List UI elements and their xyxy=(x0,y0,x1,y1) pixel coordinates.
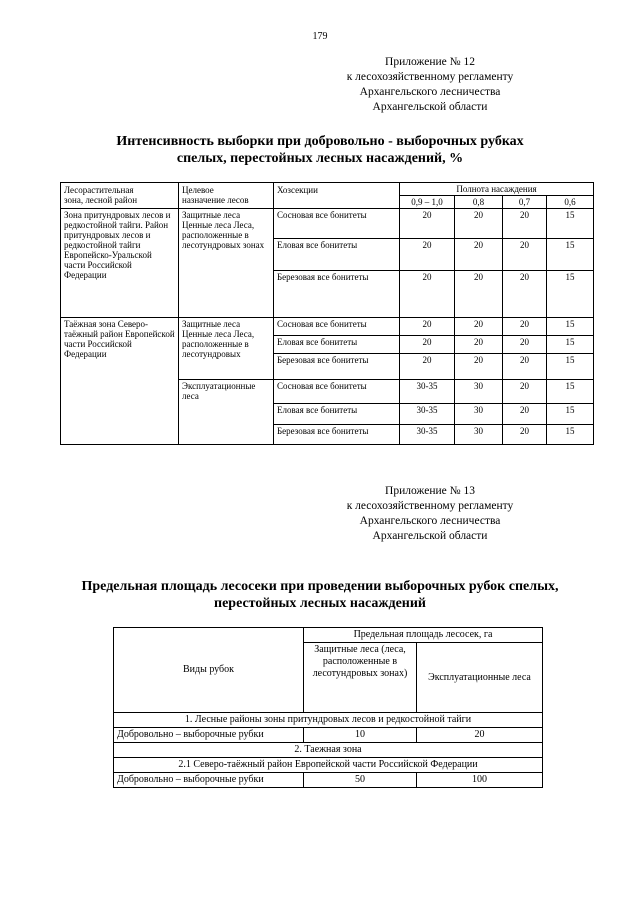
table-row xyxy=(114,773,543,788)
header-max-area: Предельная площадь лесосек, га xyxy=(304,628,543,643)
value-cell: 15 xyxy=(547,318,594,336)
value-cell: 20 xyxy=(503,380,547,404)
value-cell: 20 xyxy=(400,239,455,271)
value-cell: 15 xyxy=(547,354,594,380)
header-section: Хозсекции xyxy=(274,183,400,209)
value-cell: 20 xyxy=(503,318,547,336)
appendix-12-heading xyxy=(330,55,530,115)
appendix-12-line2: к лесохозяйственному регламенту xyxy=(346,71,514,83)
value-cell: 20 xyxy=(503,425,547,445)
zone-cell-2: Таёжная зона Северо-таёжный район Европейской части Российской Федерации xyxy=(61,318,179,445)
section-heading-1: 1. Лесные районы зоны притундровых лесов и редкостойной тайги xyxy=(114,713,543,728)
value-cell: 20 xyxy=(503,239,547,271)
value-cell: 20 xyxy=(455,271,503,318)
header-protective: Защитные леса (леса, расположенные в лесотундровых зонах) xyxy=(304,643,417,713)
exploitation-value: 100 xyxy=(417,773,543,788)
appendix-13-line4: Архангельской области xyxy=(372,530,488,542)
table1-title xyxy=(60,133,580,167)
appendix-12-line4: Архангельской области xyxy=(372,101,488,113)
section-cell: Березовая все бонитеты xyxy=(274,354,400,380)
page-number: 179 xyxy=(312,31,328,42)
value-cell: 15 xyxy=(547,336,594,354)
table-row xyxy=(61,209,594,239)
header-density-4: 0,6 xyxy=(547,196,594,209)
max-area-table xyxy=(113,627,543,788)
value-cell: 20 xyxy=(455,354,503,380)
value-cell: 30-35 xyxy=(400,404,455,425)
section-cell: Сосновая все бонитеты xyxy=(274,209,400,239)
table-row xyxy=(114,728,543,743)
value-cell: 15 xyxy=(547,271,594,318)
value-cell: 15 xyxy=(547,380,594,404)
appendix-12-line3: Архангельского лесничества xyxy=(359,86,501,98)
purpose-cell-1: Защитные леса Ценные леса Леса, расположенные в лесотундровых зонах xyxy=(179,209,274,318)
value-cell: 30 xyxy=(455,425,503,445)
appendix-13-line1: Приложение № 13 xyxy=(385,485,475,497)
value-cell: 20 xyxy=(503,404,547,425)
zone-cell-1: Зона притундровых лесов и редкостойной тайги. Район притундровых лесов и редкостойной тайги Европейско-Уральской части Российской Федерации xyxy=(61,209,179,318)
value-cell: 20 xyxy=(455,209,503,239)
section-cell: Еловая все бонитеты xyxy=(274,336,400,354)
value-cell: 15 xyxy=(547,209,594,239)
appendix-13-line3: Архангельского лесничества xyxy=(359,515,501,527)
value-cell: 20 xyxy=(503,209,547,239)
value-cell: 20 xyxy=(400,271,455,318)
header-purpose-line2: назначение лесов xyxy=(182,195,249,205)
value-cell: 30-35 xyxy=(400,380,455,404)
value-cell: 20 xyxy=(503,354,547,380)
table2-title-line2: перестойных лесных насаждений xyxy=(214,596,426,611)
value-cell: 20 xyxy=(400,354,455,380)
header-purpose-line1: Целевое xyxy=(182,185,214,195)
header-zone-line1: Лесорастительная xyxy=(64,185,134,195)
cut-type-cell: Добровольно – выборочные рубки xyxy=(114,773,304,788)
section-row xyxy=(114,713,543,728)
header-density: Полнота насаждения xyxy=(400,183,594,196)
purpose-cell-2: Защитные леса Ценные леса Леса, расположенные в лесотундровых xyxy=(179,318,274,380)
value-cell: 15 xyxy=(547,425,594,445)
value-cell: 20 xyxy=(400,336,455,354)
header-density-1: 0,9 – 1,0 xyxy=(400,196,455,209)
appendix-13-line2: к лесохозяйственному регламенту xyxy=(346,500,514,512)
header-types: Виды рубок xyxy=(114,628,304,713)
purpose-cell-3: Эксплуатационные леса xyxy=(179,380,274,445)
exploitation-value: 20 xyxy=(417,728,543,743)
table1-title-line2: спелых, перестойных лесных насаждений, % xyxy=(176,151,464,166)
value-cell: 20 xyxy=(503,336,547,354)
intensity-table xyxy=(60,182,594,445)
value-cell: 15 xyxy=(547,239,594,271)
table2-title xyxy=(40,578,600,612)
header-exploitation: Эксплуатационные леса xyxy=(417,643,543,713)
value-cell: 30-35 xyxy=(400,425,455,445)
table-row xyxy=(61,318,594,336)
section-cell: Сосновая все бонитеты xyxy=(274,380,400,404)
section-cell: Березовая все бонитеты xyxy=(274,425,400,445)
appendix-12-line1: Приложение № 12 xyxy=(385,56,475,68)
value-cell: 20 xyxy=(455,336,503,354)
section-cell: Еловая все бонитеты xyxy=(274,404,400,425)
header-purpose xyxy=(179,183,274,209)
header-density-2: 0,8 xyxy=(455,196,503,209)
value-cell: 20 xyxy=(400,209,455,239)
value-cell: 20 xyxy=(400,318,455,336)
header-density-3: 0,7 xyxy=(503,196,547,209)
value-cell: 20 xyxy=(455,318,503,336)
protective-value: 50 xyxy=(304,773,417,788)
section-row xyxy=(114,743,543,758)
header-zone xyxy=(61,183,179,209)
section-row xyxy=(114,758,543,773)
value-cell: 15 xyxy=(547,404,594,425)
section-heading-2-1: 2.1 Северо-таёжный район Европейской части Российской Федерации xyxy=(114,758,543,773)
section-heading-2: 2. Таежная зона xyxy=(114,743,543,758)
header-zone-line2: зона, лесной район xyxy=(64,195,138,205)
table1-title-line1: Интенсивность выборки при добровольно - выборочных рубках xyxy=(116,134,524,149)
cut-type-cell: Добровольно – выборочные рубки xyxy=(114,728,304,743)
value-cell: 30 xyxy=(455,380,503,404)
protective-value: 10 xyxy=(304,728,417,743)
value-cell: 30 xyxy=(455,404,503,425)
appendix-13-heading xyxy=(330,484,530,544)
section-cell: Березовая все бонитеты xyxy=(274,271,400,318)
table2-title-line1: Предельная площадь лесосеки при проведении выборочных рубок спелых, xyxy=(81,579,559,594)
section-cell: Еловая все бонитеты xyxy=(274,239,400,271)
section-cell: Сосновая все бонитеты xyxy=(274,318,400,336)
value-cell: 20 xyxy=(503,271,547,318)
value-cell: 20 xyxy=(455,239,503,271)
